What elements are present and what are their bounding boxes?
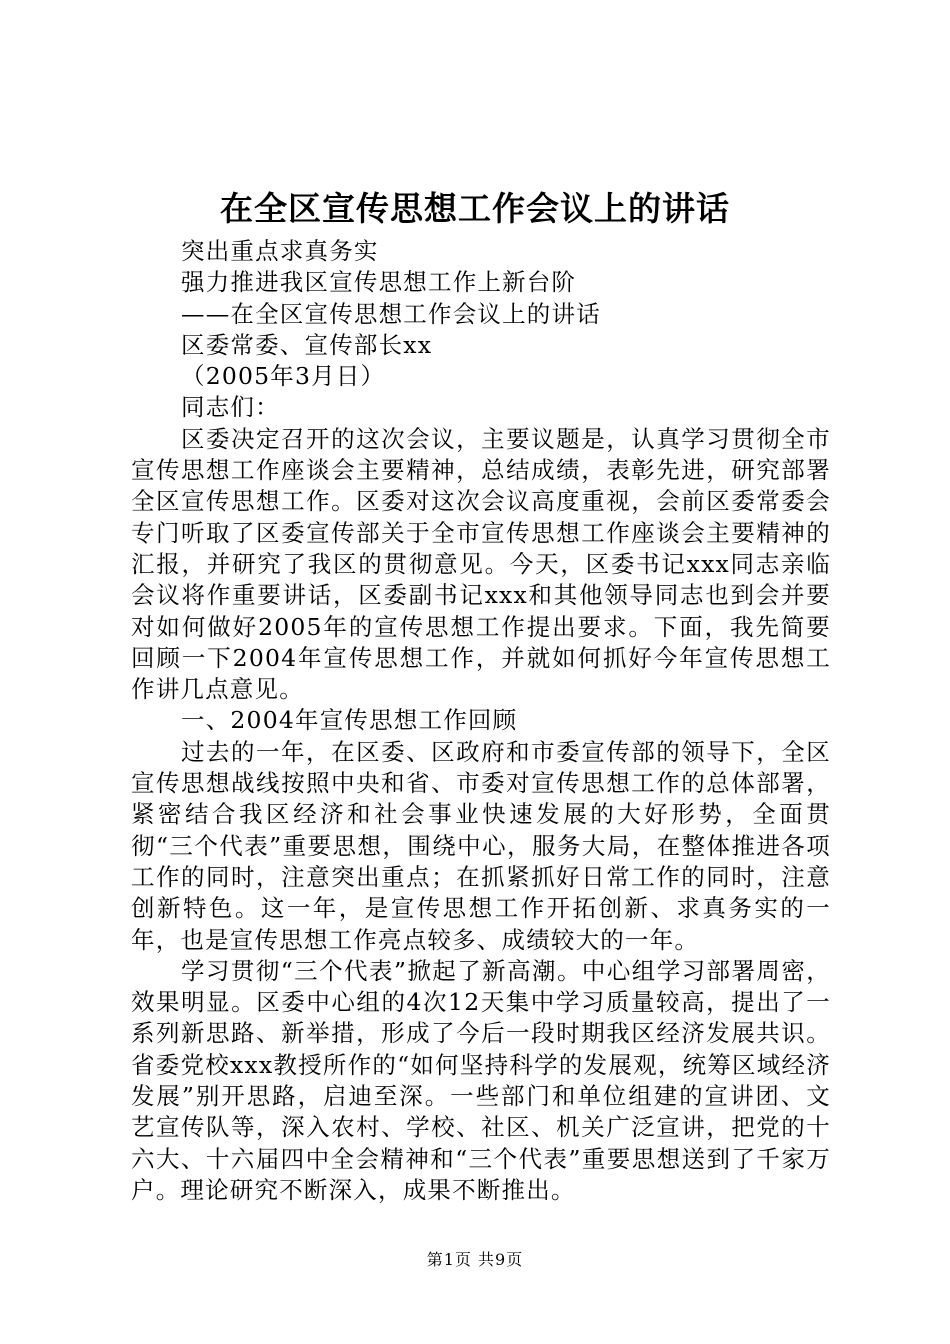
page-number-footer: 第1页 共9页 — [426, 1250, 524, 1269]
header-line-subtitle: 突出重点求真务实 — [181, 237, 379, 265]
paragraph-review: 过去的一年，在区委、区政府和市委宣传部的领导下，全区宣传思想战线按照中央和省、市委对宣传思想工作的总体部署，紧密结合我区经济和社会事业快速发展的大好形势，全面贯彻“三个代表”重要思想，围绕中心，服务大局，在整体推进各项工作的同时，注意突出重点；在抓紧抓好日常工作的同时，注意创新特色。这一年，是宣传思想工作开拓创新、求真务实的一年，也是宣传思想工作亮点较多、成绩较大的一年。 — [131, 737, 831, 954]
document-body — [131, 236, 831, 1206]
section-heading: 一、2004年宣传思想工作回顾 — [181, 706, 518, 735]
header-line-date: （2005年3月日） — [181, 362, 386, 391]
header-line-salutation: 同志们： — [181, 393, 280, 422]
document-title: 在全区宣传思想工作会议上的讲话 — [220, 189, 730, 228]
paragraph-study: 学习贯彻“三个代表”掀起了新高潮。中心组学习部署周密，效果明显。区委中心组的4次12天集中学习质量较高，提出了一系列新思路、新举措，形成了今后一段时期我区经济发展共识。省委党校xxx教授所作的“如何坚持科学的发展观，统筹区域经济发展”别开思路，启迪至深。一些部门和单位组建的宣讲团、文艺宣传队等，深入农村、学校、社区、机关广泛宣讲，把党的十六大、十六届四中全会精神和“三个代表”重要思想送到了千家万户。理论研究不断深入，成果不断推出。 — [131, 956, 831, 1204]
paragraph-intro: 区委决定召开的这次会议，主要议题是，认真学习贯彻全市宣传思想工作座谈会主要精神，总结成绩，表彰先进，研究部署全区宣传思想工作。区委对这次会议高度重视，会前区委常委会专门听取了区委宣传部关于全市宣传思想工作座谈会主要精神的汇报，并研究了我区的贯彻意见。今天，区委书记xxx同志亲临会议将作重要讲话，区委副书记xxx和其他领导同志也到会并要对如何做好2005年的宣传思想工作提出要求。下面，我先简要回顾一下2004年宣传思想工作，并就如何抓好今年宣传思想工作讲几点意见。 — [131, 424, 831, 704]
header-line-occasion: ——在全区宣传思想工作会议上的讲话 — [181, 299, 601, 328]
header-line-subtitle-2: 强力推进我区宣传思想工作上新台阶 — [181, 268, 577, 297]
header-line-speaker: 区委常委、宣传部长xx — [181, 330, 433, 359]
